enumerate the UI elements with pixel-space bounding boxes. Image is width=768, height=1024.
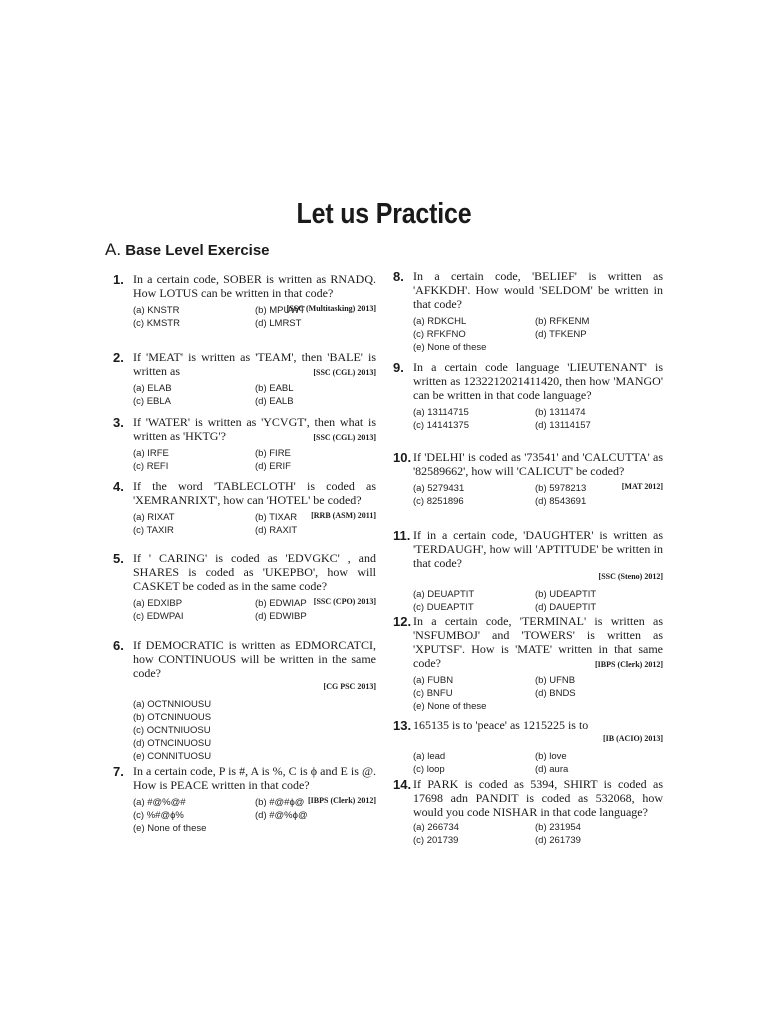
option: (a) 13114715 <box>413 407 469 418</box>
option: (c) TAXIR <box>133 525 174 536</box>
options <box>413 821 663 847</box>
question-8 <box>393 269 663 354</box>
question-text <box>413 614 663 670</box>
question-number: 11. <box>393 528 411 543</box>
options <box>413 674 663 713</box>
question-source: [SSC (Multitasking) 2013] <box>286 304 376 313</box>
option: (b) 231954 <box>535 822 581 833</box>
option: (c) REFI <box>133 461 169 472</box>
question-2 <box>113 350 376 408</box>
option: (e) None of these <box>413 701 487 712</box>
options <box>133 382 376 408</box>
question-number: 14. <box>393 777 412 792</box>
question-12 <box>393 614 663 713</box>
options <box>413 315 663 354</box>
question-14 <box>393 777 663 847</box>
question-text <box>413 777 663 819</box>
option: (d) DAUEPTIT <box>535 602 597 613</box>
question-stem: If the word 'TABLECLOTH' is coded as 'XEMRANRIXT', how can 'HOTEL' be coded? <box>133 479 376 507</box>
option: (a) EDXIBP <box>133 598 183 609</box>
option: (d) EALB <box>255 396 294 407</box>
option: (d) OTNCINUOSU <box>133 738 212 749</box>
question-7 <box>113 764 376 835</box>
option: (d) 13114157 <box>535 420 591 431</box>
question-5 <box>113 551 376 623</box>
options <box>133 597 310 623</box>
question-text <box>413 269 663 311</box>
question-source: [SSC (CGL) 2013] <box>313 368 376 377</box>
question-stem: If DEMOCRATIC is written as EDMORCATCI, how CONTINUOUS will be written in the same code? <box>133 638 376 680</box>
question-stem: In a certain code, 'TERMINAL' is written as 'NSFUMBOJ' and 'TOWERS' is written as 'XPUTSF'. How is 'MATE' written in that same code? <box>413 614 663 670</box>
question-source: [IB (ACIO) 2013] <box>603 734 663 743</box>
option: (c) EBLA <box>133 396 172 407</box>
option: (d) ERIF <box>255 461 291 472</box>
option: (c) BNFU <box>413 688 453 699</box>
question-text <box>413 718 663 746</box>
option: (b) love <box>535 751 567 762</box>
option: (d) TFKENP <box>535 329 587 340</box>
question-text <box>133 415 376 443</box>
option: (d) EDWIBP <box>255 611 307 622</box>
question-stem: If 'WATER' is written as 'YCVGT', then what is written as 'HKTG'? <box>133 415 376 443</box>
option: (c) %#@ϕ% <box>133 810 184 821</box>
option: (c) KMSTR <box>133 318 180 329</box>
question-4 <box>113 479 376 537</box>
question-number: 1. <box>113 272 124 287</box>
question-stem: In a certain code, SOBER is written as RNADQ. How LOTUS can be written in that code? <box>133 272 376 300</box>
question-9 <box>393 360 663 432</box>
question-6 <box>113 638 376 763</box>
section-title: Base Level Exercise <box>125 242 270 259</box>
question-number: 7. <box>113 764 124 779</box>
question-stem: In a certain code, P is #, A is %, C is ϕ and E is @. How is PEACE written in that code? <box>133 764 376 792</box>
options <box>413 482 618 508</box>
option: (b) TIXAR <box>255 512 298 523</box>
option: (a) lead <box>413 751 446 762</box>
options <box>413 406 663 432</box>
option: (d) #@%ϕ@ <box>255 810 308 821</box>
question-stem: If 'DELHI' is coded as '73541' and 'CALCUTTA' as '82589662', how will 'CALICUT' be coded? <box>413 450 663 478</box>
question-source: [SSC (CPO) 2013] <box>313 597 376 606</box>
question-text <box>413 360 663 402</box>
question-stem: In a certain code language 'LIEUTENANT' is written as 1232212021411420, then how 'MANGO' can be written in that code language? <box>413 360 663 402</box>
question-source: [IBPS (Clerk) 2012] <box>308 796 376 805</box>
question-text <box>133 350 376 378</box>
question-1 <box>113 272 376 330</box>
question-number: 10. <box>393 450 412 465</box>
option: (d) aura <box>535 764 569 775</box>
question-text <box>133 638 376 694</box>
question-number: 8. <box>393 269 404 284</box>
option: (c) OCNTNIUOSU <box>133 725 211 736</box>
option: (c) RFKFNO <box>413 329 466 340</box>
option: (b) OTCNINUOUS <box>133 712 212 723</box>
option: (a) DEUAPTIT <box>413 589 475 600</box>
question-number: 12. <box>393 614 412 629</box>
option: (c) DUEAPTIT <box>413 602 474 613</box>
option: (c) EDWPAI <box>133 611 184 622</box>
question-number: 9. <box>393 360 404 375</box>
question-source: [IBPS (Clerk) 2012] <box>595 660 663 669</box>
option: (b) RFKENM <box>535 316 590 327</box>
option: (a) KNSTR <box>133 305 180 316</box>
option: (a) RDKCHL <box>413 316 467 327</box>
question-stem: If 'MEAT' is written as 'TEAM', then 'BALE' is written as <box>133 350 376 378</box>
option: (a) 5279431 <box>413 483 465 494</box>
question-source: [RRB (ASM) 2011] <box>311 511 376 520</box>
option: (d) BNDS <box>535 688 576 699</box>
question-source: [MAT 2012] <box>621 482 663 491</box>
option: (c) 201739 <box>413 835 459 846</box>
option: (b) 1311474 <box>535 407 586 418</box>
option: (e) None of these <box>133 823 207 834</box>
options <box>133 304 306 330</box>
question-13 <box>393 718 663 776</box>
option: (b) UDEAPTIT <box>535 589 597 600</box>
option: (e) CONNITUOSU <box>133 751 212 762</box>
option: (a) RIXAT <box>133 512 175 523</box>
option: (b) EABL <box>255 383 294 394</box>
question-stem: If in a certain code, 'DAUGHTER' is written as 'TERDAUGH', how will 'APTITUDE' be written in that code? <box>413 528 663 570</box>
options <box>133 796 308 835</box>
section-letter: A. <box>105 240 122 259</box>
option: (b) FIRE <box>255 448 291 459</box>
question-text <box>413 528 663 584</box>
options <box>133 698 376 763</box>
option: (d) 261739 <box>535 835 581 846</box>
question-number: 3. <box>113 415 124 430</box>
section-heading <box>105 240 270 260</box>
option: (c) loop <box>413 764 445 775</box>
question-stem: If PARK is coded as 5394, SHIRT is coded as 17698 adn PANDIT is coded as 532068, how would you code NISHAR in that code language? <box>413 777 663 819</box>
option: (a) OCTNNIOUSU <box>133 699 212 710</box>
option: (a) 266734 <box>413 822 459 833</box>
option: (d) LMRST <box>255 318 302 329</box>
option: (d) RAXIT <box>255 525 298 536</box>
options <box>413 750 663 776</box>
options <box>133 511 307 537</box>
question-number: 6. <box>113 638 124 653</box>
question-stem: 165135 is to 'peace' as 1215225 is to <box>413 718 589 732</box>
question-10 <box>393 450 663 508</box>
option: (b) 5978213 <box>535 483 587 494</box>
question-number: 4. <box>113 479 124 494</box>
question-11 <box>393 528 663 614</box>
question-source: [CG PSC 2013] <box>323 682 376 691</box>
question-number: 2. <box>113 350 124 365</box>
option: (d) 8543691 <box>535 496 587 507</box>
question-number: 5. <box>113 551 124 566</box>
option: (a) #@%@# <box>133 797 186 808</box>
option: (a) FUBN <box>413 675 454 686</box>
page-title: Let us Practice <box>296 198 472 230</box>
question-source: [SSC (Steno) 2012] <box>598 572 663 581</box>
option: (b) UFNB <box>535 675 576 686</box>
question-number: 13. <box>393 718 412 733</box>
option: (c) 14141375 <box>413 420 469 431</box>
question-3 <box>113 415 376 473</box>
question-source: [SSC (CGL) 2013] <box>313 433 376 442</box>
option: (c) 8251896 <box>413 496 464 507</box>
options <box>133 447 376 473</box>
options <box>413 588 663 614</box>
question-stem: If ' CARING' is coded as 'EDVGKC' , and SHARES is coded as 'UKEPBO', how will CASKET be coded as in the same code? <box>133 551 376 593</box>
option: (a) IRFE <box>133 448 169 459</box>
option: (b) EDWIAP <box>255 598 307 609</box>
option: (e) None of these <box>413 342 487 353</box>
option: (b) MPUWT <box>255 305 306 316</box>
question-stem: In a certain code, 'BELIEF' is written as 'AFKKDH'. How would 'SELDOM' be written in that code? <box>413 269 663 311</box>
option: (a) ELAB <box>133 383 172 394</box>
option: (b) #@#ϕ@ <box>255 797 305 808</box>
